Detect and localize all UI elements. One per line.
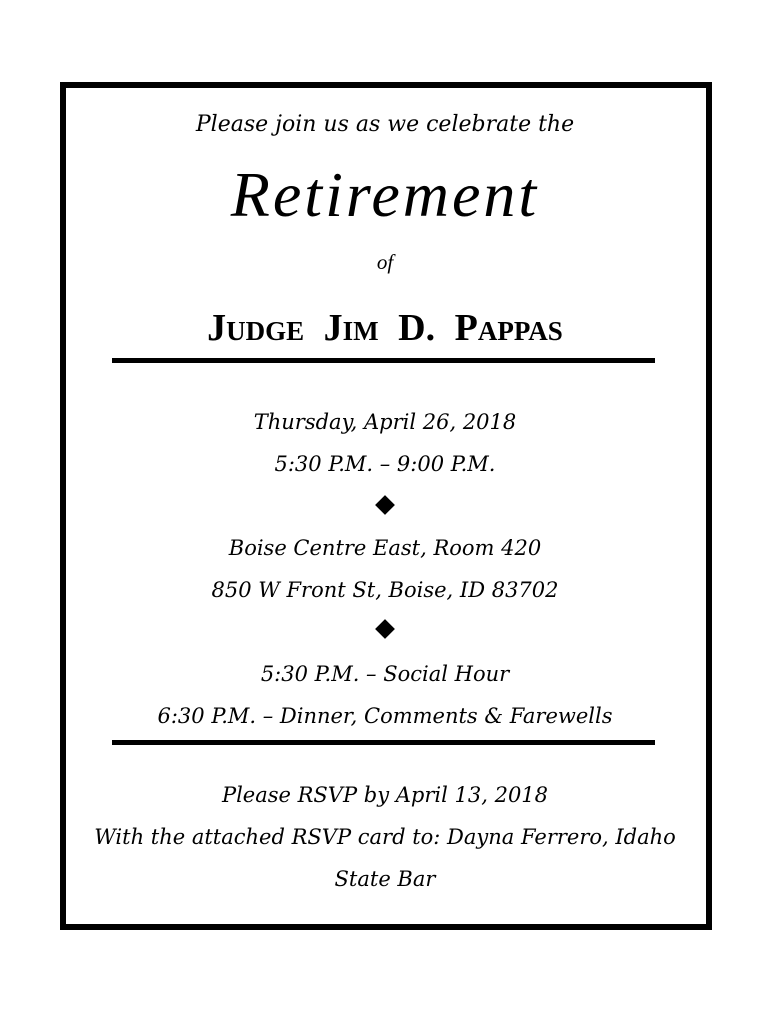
invitation-intro: Please join us as we celebrate the xyxy=(195,112,575,137)
invitation-title: Retirement xyxy=(230,159,540,230)
event-time: 5:30 P.M. – 9:00 P.M. xyxy=(274,452,496,476)
top-divider xyxy=(112,358,655,363)
event-date: Thursday, April 26, 2018 xyxy=(253,410,517,434)
event-address: 850 W Front St, Boise, ID 83702 xyxy=(211,578,559,602)
schedule-item: 5:30 P.M. – Social Hour xyxy=(260,662,510,686)
event-venue: Boise Centre East, Room 420 xyxy=(228,536,542,560)
rsvp-instructions: With the attached RSVP card to: Dayna Ferrero, Idaho xyxy=(94,825,676,849)
invitation-of: of xyxy=(376,250,394,274)
honoree-name: Judge Jim D. Pappas xyxy=(207,307,563,349)
bottom-divider xyxy=(112,740,655,745)
rsvp-deadline: Please RSVP by April 13, 2018 xyxy=(221,783,549,807)
schedule-item: 6:30 P.M. – Dinner, Comments & Farewells xyxy=(157,704,613,728)
rsvp-instructions-continued: State Bar xyxy=(334,867,436,891)
